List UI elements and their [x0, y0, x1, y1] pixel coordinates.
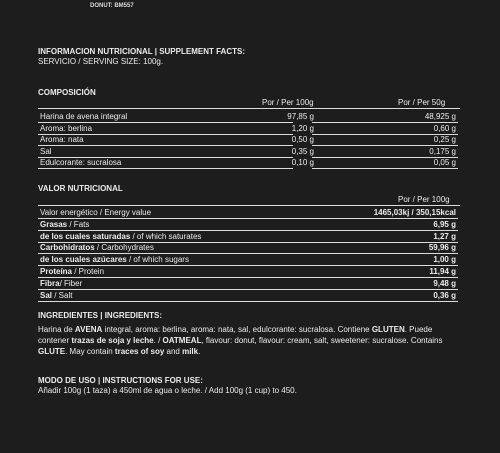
nutrient-name: de los cuales saturadas [40, 231, 131, 241]
composition-row [38, 124, 458, 134]
nutrient-name: Valor energético [40, 208, 98, 217]
nutrient-name-en: / of which saturates [130, 231, 202, 241]
usage-text: Añadir 100g (1 taza) a 450ml de agua o leche. / Add 100g (1 cup) to 450. [38, 386, 297, 395]
product-code: DONUT: BM557 [90, 3, 134, 9]
ingredient-per-100g: 0,50 g [291, 135, 314, 145]
supplement-facts-title: INFORMACION NUTRICIONAL | SUPPLEMENT FACTS: [38, 47, 245, 56]
nutrient-name-en: / Carbohydrates [94, 243, 154, 253]
composition-row [38, 135, 458, 145]
nutrient-name: de los cuales azúcares [40, 255, 127, 265]
composition-row [38, 112, 458, 122]
nutrient-name-en: / Energy value [97, 208, 152, 217]
nutrient-value: 1,00 g [433, 255, 456, 265]
nutrient-value: 9,48 g [433, 278, 456, 288]
nutrient-value: 11,94 g [429, 267, 456, 276]
nutrition-row [38, 279, 458, 289]
usage-title: MODO DE USO | INSTRUCTIONS FOR USE: [38, 376, 203, 385]
composition-row [38, 158, 458, 168]
nutrient-name: Fibra [40, 278, 60, 288]
serving-size: SERVICIO / SERVING SIZE: 100g. [38, 57, 164, 66]
nutrient-name: Carbohidratos [40, 243, 95, 253]
nutrition-row [38, 220, 458, 230]
ingredient-name: Aroma: nata [40, 135, 84, 145]
nutrient-value: 59,96 g [428, 243, 456, 253]
nutrition-row [38, 291, 458, 301]
ingredient-per-100g: 0,10 g [291, 158, 314, 168]
composition-title: COMPOSICIÓN [38, 88, 96, 97]
nutrient-name: Proteína [40, 267, 73, 276]
nutrient-name: Sal [40, 290, 53, 300]
ingredient-name: Aroma: berlina [40, 123, 93, 133]
ingredients-title: INGREDIENTES | INGREDIENTS: [38, 311, 163, 320]
composition-row [38, 147, 458, 157]
nutrition-row [38, 232, 458, 242]
composition-col-100g: Por / Per 100g [262, 98, 314, 107]
nutrition-row [38, 267, 458, 277]
ingredient-per-50g: 0,60 g [433, 123, 456, 133]
nutrient-name-en: / Fats [67, 219, 90, 229]
ingredient-per-50g: 0,05 g [433, 158, 456, 168]
composition-header-rule [38, 108, 460, 109]
ingredient-per-100g: 97,85 g [287, 112, 314, 121]
ingredient-per-50g: 0,25 g [433, 135, 456, 145]
nutrition-row [38, 243, 458, 253]
nutrient-value: 0,36 g [433, 290, 456, 300]
row-rule-right [312, 168, 458, 169]
row-rule-left [38, 168, 293, 169]
composition-col-50g: Por / Per 50g [398, 98, 446, 107]
nutrient-name-en: / Protein [72, 267, 105, 276]
row-rule [38, 301, 458, 302]
nutrient-value: 1,27 g [433, 231, 456, 241]
ingredient-per-50g: 0,175 g [429, 146, 456, 156]
nutrition-row [38, 208, 458, 218]
ingredient-name: Harina de avena integral [40, 112, 128, 121]
nutrient-value: 1465,03kj / 350,15kcal [373, 208, 456, 217]
ingredient-name: Edulcorante: sucralosa [40, 158, 122, 168]
nutrient-name-en: / Salt [52, 290, 73, 300]
nutrient-value: 6,95 g [433, 219, 456, 229]
nutrition-header-rule [38, 205, 460, 206]
ingredient-per-100g: 1,20 g [291, 123, 314, 133]
nutrient-name-en: / of which sugars [126, 255, 189, 265]
ingredients-text: Harina de AVENA integral, aroma: berlina, aroma: nata, sal, edulcorante: sucralosa. Contiene GLUTEN. Puede contener trazas de soja y leche. / OATMEAL, flavour: donut, flavour: cream, salt, sweetener: sucralose. Contains GLUTE. May contain traces of soy and milk. [38, 325, 443, 356]
nutrition-col-100g: Por / Per 100g [398, 195, 450, 204]
nutrition-row [38, 255, 458, 265]
nutrition-title: VALOR NUTRICIONAL [38, 184, 123, 193]
nutrient-name-en: / Fiber [59, 278, 83, 288]
ingredient-per-50g: 48,925 g [424, 112, 456, 121]
ingredient-name: Sal [40, 146, 52, 156]
ingredient-per-100g: 0,35 g [291, 146, 314, 156]
nutrient-name: Grasas [40, 219, 68, 229]
